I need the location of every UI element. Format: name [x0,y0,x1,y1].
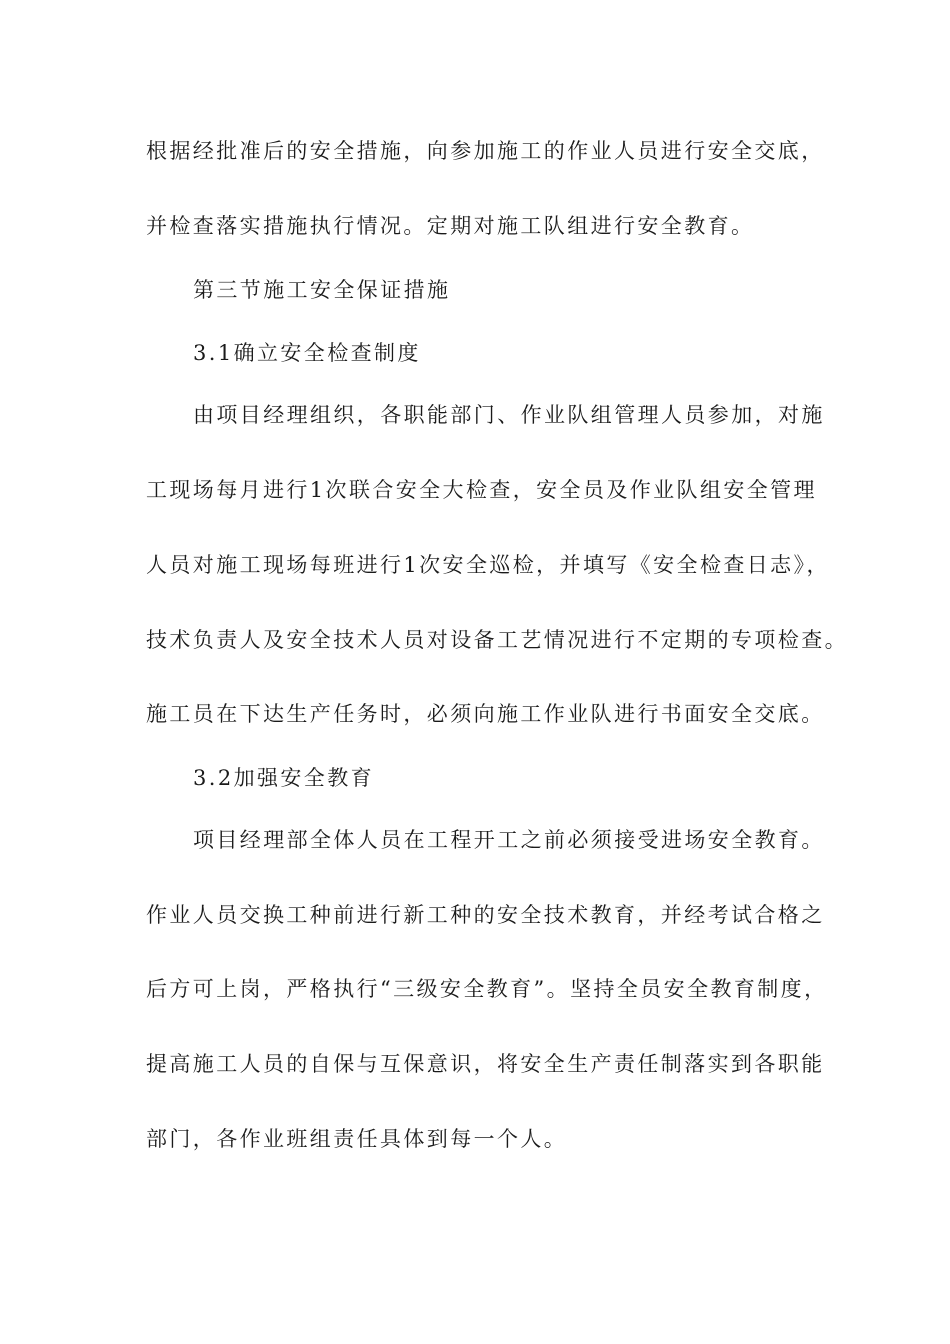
section-heading: 第三节施工安全保证措施 [193,278,451,302]
paragraph-line: 提高施工人员的自保与互保意识，将安全生产责任制落实到各职能 [146,1052,825,1076]
paragraph-line: 项目经理部全体人员在工程开工之前必须接受进场安全教育。 [193,828,825,852]
paragraph-line: 根据经批准后的安全措施，向参加施工的作业人员进行安全交底， [146,139,825,163]
subsection-heading: 3.2加强安全教育 [193,766,374,790]
paragraph-line: 作业人员交换工种前进行新工种的安全技术教育，并经考试合格之 [146,903,825,927]
paragraph-line: 人员对施工现场每班进行1次安全巡检，并填写《安全检查日志》， [146,553,830,577]
paragraph-line: 技术负责人及安全技术人员对设备工艺情况进行不定期的专项检查。 [146,628,848,652]
paragraph-line: 工现场每月进行1次联合安全大检查，安全员及作业队组安全管理 [146,478,817,502]
paragraph-line: 并检查落实措施执行情况。定期对施工队组进行安全教育。 [146,214,755,238]
paragraph-line: 部门，各作业班组责任具体到每一个人。 [146,1127,568,1151]
paragraph-line: 施工员在下达生产任务时，必须向施工作业队进行书面安全交底。 [146,702,825,726]
paragraph-line: 后方可上岗，严格执行“三级安全教育”。坚持全员安全教育制度， [146,977,828,1001]
paragraph-line: 由项目经理组织，各职能部门、作业队组管理人员参加，对施 [193,403,825,427]
subsection-heading: 3.1确立安全检查制度 [193,341,421,365]
